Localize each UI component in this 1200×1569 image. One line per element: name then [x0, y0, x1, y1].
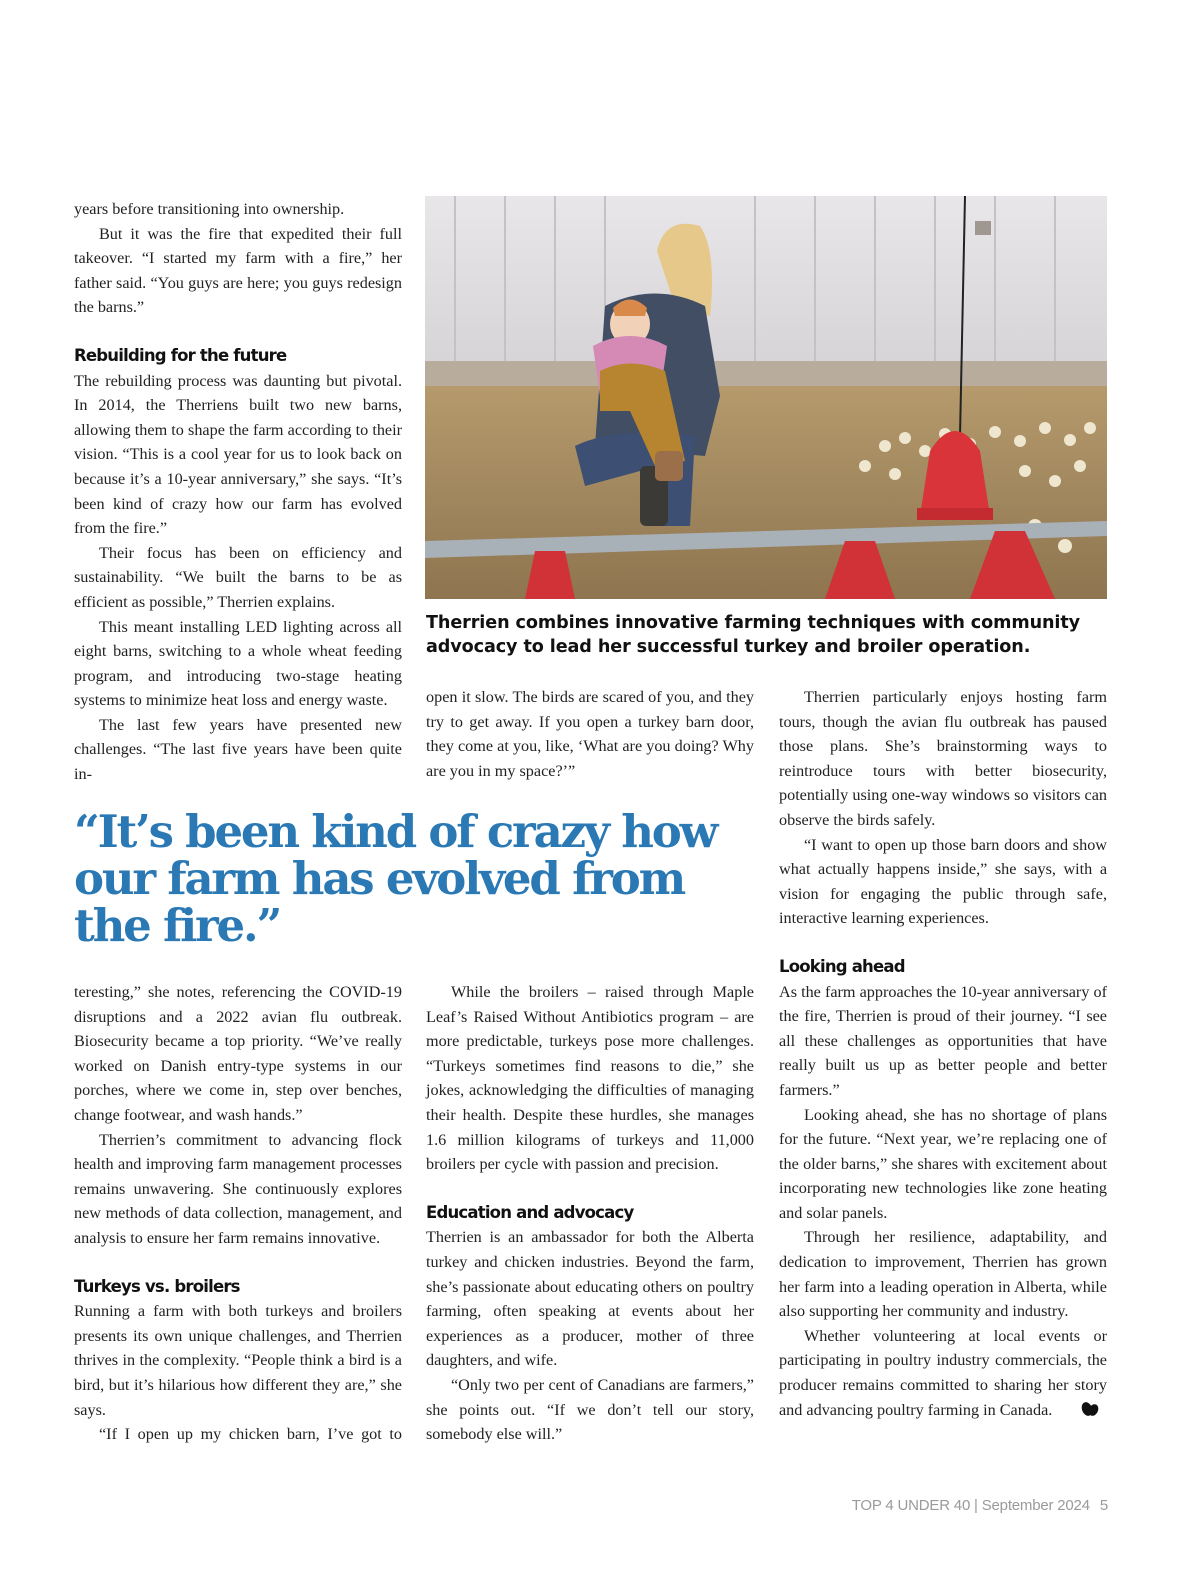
- body-paragraph: years before transitioning into ownership.: [74, 200, 345, 218]
- body-paragraph: “If I open up my chicken barn, I’ve got to: [99, 1425, 402, 1444]
- barn-photo-illustration: [425, 196, 1107, 599]
- body-paragraph: The rebuilding process was daunting but pivotal. In 2014, the Therriens built two new barns, allowing them to shape the farm according to their vision. “This is a cool year for us to look back on because it’s a 10-year anniversary,” she says. “It’s been kind of crazy how our farm has evolved from the fire.”: [74, 371, 402, 538]
- body-paragraph: Whether volunteering at local events or participating in poultry industry commercials, the producer remains committed to sharing her story and advancing poultry farming in Canada.: [779, 1324, 1107, 1424]
- body-paragraph: Through her resilience, adaptability, and dedication to improvement, Therrien has grown her farm into a leading operation in Alberta, while also supporting her community and industry.: [779, 1228, 1107, 1321]
- body-paragraph: This meant installing LED lighting across all eight barns, switching to a whole wheat feeding program, and introducing two-stage heating systems to minimize heat loss and energy waste.: [74, 617, 402, 710]
- body-paragraph: While the broilers – raised through Maple Leaf’s Raised Without Antibiotics program – are more predictable, turkeys pose more challenges. “Turkeys sometimes find reasons to die,” she jokes, acknowledging the difficulties of managing their health. Despite these hurdles, she manages 1.6 million kilograms of turkeys and 11,000 broilers per cycle with passion and precision.: [426, 983, 754, 1174]
- page-number: 5: [1099, 1497, 1108, 1514]
- body-paragraph: The last few years have presented new challenges. “The last five years have been quite in-: [74, 715, 402, 784]
- body-paragraph: open it slow. The birds are scared of you, and they try to get away. If you open a turkey barn door, they come at you, like, ‘What are you doing? Why are you in my space?’”: [426, 688, 754, 780]
- end-mark-icon: [1056, 1400, 1099, 1425]
- body-paragraph: “I want to open up those barn doors and show what actually happens inside,” she says, with a vision for engaging the public through safe, interactive learning experiences.: [779, 835, 1107, 928]
- section-heading: Rebuilding for the future: [74, 345, 287, 365]
- body-paragraph: Running a farm with both turkeys and broilers presents its own unique challenges, and Therrien thrives in the complexity. “People think a bird is a bird, but it’s hilarious how different they are,” she says.: [74, 1302, 402, 1419]
- body-paragraph: Their focus has been on efficiency and sustainability. “We built the barns to be as efficient as possible,” Therrien explains.: [74, 543, 402, 611]
- body-paragraph: Therrien is an ambassador for both the Alberta turkey and chicken industries. Beyond the farm, she’s passionate about educating others on poultry farming, often speaking at events about her experiences as a producer, mother of three daughters, and wife.: [426, 1228, 754, 1370]
- body-paragraph: Therrien’s commitment to advancing flock health and improving farm management processes remains unwavering. She continuously explores new methods of data collection, management, and analysis to ensure her farm remains innovative.: [74, 1130, 402, 1247]
- column-2-top: [426, 685, 754, 783]
- photo-caption: Therrien combines innovative farming techniques with community advocacy to lead her successful turkey and broiler operation.: [426, 613, 1081, 657]
- column-1-top: [74, 197, 402, 787]
- body-paragraph: “Only two per cent of Canadians are farmers,” she points out. “If we don’t tell our story, somebody else will.”: [426, 1375, 754, 1444]
- body-paragraph: teresting,” she notes, referencing the COVID-19 disruptions and a 2022 avian flu outbreak. Biosecurity became a top priority. “We’ve really worked on Danish entry-type systems in our porches, where we come in, step over benches, change footwear, and wash hands.”: [74, 983, 402, 1124]
- body-paragraph: Therrien particularly enjoys hosting farm tours, though the avian flu outbreak has paused those plans. She’s brainstorming ways to reintroduce tours with better biosecurity, potentially using one-way windows so visitors can observe the birds safely.: [779, 688, 1107, 829]
- footer-publication: TOP 4 UNDER 40 | September 2024: [851, 1497, 1090, 1514]
- body-paragraph: As the farm approaches the 10-year anniversary of the fire, Therrien is proud of their journey. “I see all these challenges as opportunities that have really built us up as better people and better farmers.”: [779, 982, 1107, 1099]
- column-2-bottom: [426, 980, 754, 1447]
- section-heading: Education and advocacy: [426, 1202, 634, 1222]
- section-heading: Turkeys vs. broilers: [74, 1276, 240, 1296]
- page-footer: [852, 1497, 1108, 1514]
- body-paragraph: But it was the fire that expedited their full takeover. “I started my farm with a fire,” her father said. “You guys are here; you guys redesign the barns.”: [74, 224, 402, 317]
- body-paragraph: Looking ahead, she has no shortage of plans for the future. “Next year, we’re replacing one of the older barns,” she shares with excitement about incorporating new technologies like zone heating and solar panels.: [779, 1105, 1107, 1222]
- section-heading: Looking ahead: [779, 956, 905, 976]
- pull-quote: “It’s been kind of crazy how our farm has evolved from the fire.”: [74, 805, 717, 952]
- farmer-with-child-photo: [425, 196, 1107, 599]
- column-3: [779, 685, 1107, 1424]
- column-1-bottom: [74, 980, 402, 1447]
